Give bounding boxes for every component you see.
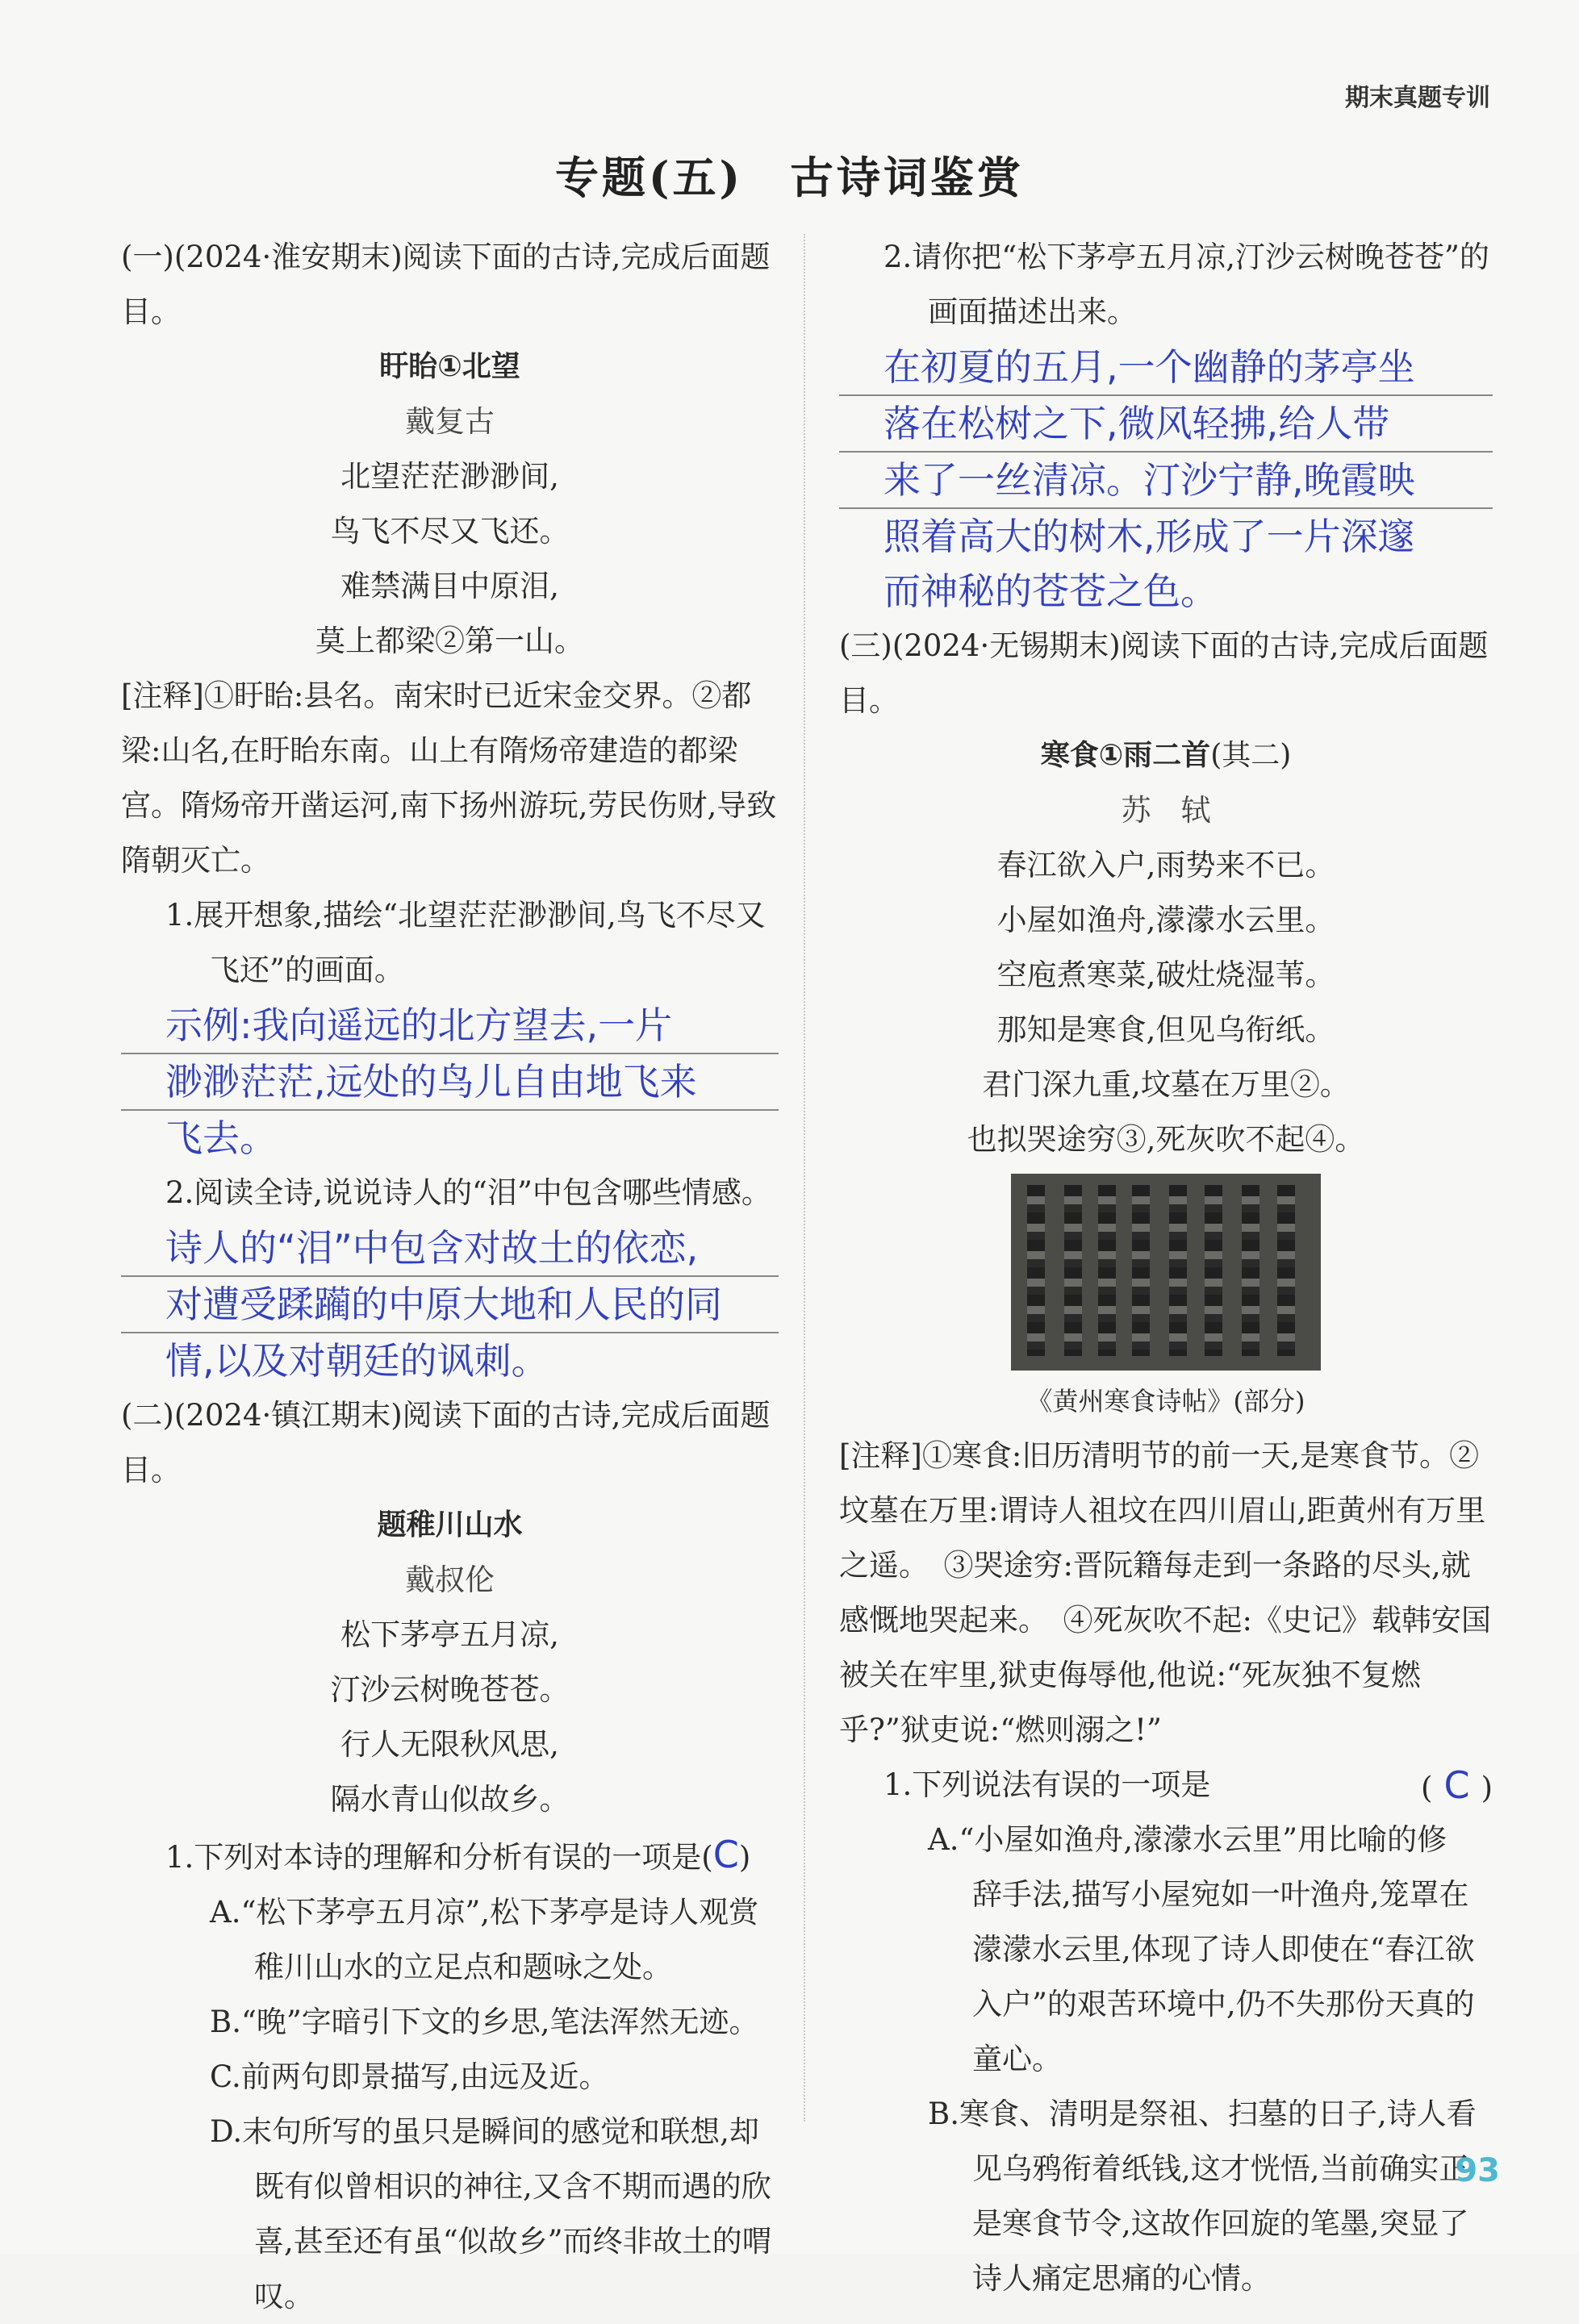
paren-open: ( [1421, 1771, 1433, 1805]
s2-answer-2-line[interactable]: 来了一丝清凉。汀沙宁静,晚霞映 [839, 453, 1493, 509]
poem3-line: 也拟哭途穷③,死灰吹不起④。 [967, 1122, 1365, 1157]
poem1-line: 莫上都梁②第一山。 [315, 624, 584, 658]
poem3-line: 君门深九重,坟墓在万里②。 [982, 1067, 1350, 1102]
s1-answer-1-line[interactable]: 示例:我向遥远的北方望去,一片 [121, 998, 779, 1054]
s2-option-b: B.“晚”字暗引下文的乡思,笔法浑然无迹。 [210, 2005, 759, 2039]
paren-close: ) [1481, 1771, 1493, 1805]
section3-intro: (三)(2024·无锡期末)阅读下面的古诗,完成后面题目。 [839, 628, 1489, 718]
image-caption: 《黄州寒食诗帖》(部分) [1026, 1386, 1305, 1417]
s3-q1-answer[interactable]: C [1443, 1763, 1470, 1807]
poem2-author: 戴叔伦 [405, 1563, 495, 1597]
poem3-title-main: 寒食①雨二首 [1040, 739, 1211, 772]
s2-question-1 [165, 1827, 779, 1885]
poem3-title-suffix: (其二) [1210, 739, 1292, 772]
poem3-line: 春江欲入户,雨势来不已。 [996, 848, 1335, 882]
s2-question-2: 2.请你把“松下茅亭五月凉,汀沙云树晚苍苍”的画面描述出来。 [883, 240, 1489, 329]
page-title: 专题(五) 古诗词鉴赏 [554, 152, 1025, 203]
poem3-title [839, 728, 1493, 783]
poem2-title: 题稚川山水 [377, 1508, 523, 1542]
s1-answer-2-line[interactable]: 对遭受蹂躏的中原大地和人民的同 [121, 1277, 779, 1333]
poem3-line: 空庖煮寒菜,破灶烧湿苇。 [996, 958, 1335, 992]
poem2-line: 隔水青山似故乡。 [330, 1782, 570, 1817]
s2-option-d: D.末句所写的虽只是瞬间的感觉和联想,却既有似曾相识的神往,又含不期而遇的欣喜,甚至还有虽“似故乡”而终非故土的喟叹。 [210, 2114, 772, 2314]
running-header: 期末真题专训 [1345, 84, 1490, 112]
s3-option-a: A.“小屋如渔舟,濛濛水云里”用比喻的修辞手法,描写小屋宛如一叶渔舟,笼罩在濛濛水云里,体现了诗人即使在“春江欲入户”的艰苦环境中,仍不失那份天真的童心。 [928, 1822, 1475, 2076]
s2-q1-text: 1.下列对本诗的理解和分析有误的一项是( [165, 1840, 713, 1875]
s1-answer-1-line[interactable]: 飞去。 [165, 1116, 277, 1160]
calligraphy-image [1011, 1174, 1321, 1371]
poem3-notes: [注释]①寒食:旧历清明节的前一天,是寒食节。②坟墓在万里:谓诗人祖坟在四川眉山,距黄州有万里之遥。 ③哭途穷:晋阮籍每走到一条路的尽头,就感慨地哭起来。 ④死灰吹不起:《史记》载韩安国被关在牢里,狱吏侮辱他,他说:“死灰独不复燃乎?”狱吏说:“燃则溺之!” [839, 1438, 1491, 1747]
s1-answer-1-line[interactable]: 渺渺茫茫,远处的鸟儿自由地飞来 [121, 1054, 779, 1111]
s3-q1-text: 1.下列说法有误的一项是 [883, 1767, 1211, 1802]
s3-option-b: B.寒食、清明是祭祖、扫墓的日子,诗人看见乌鸦衔着纸钱,这才恍悟,当前确实正是寒食节令,这故作回旋的笔墨,突显了诗人痛定思痛的心情。 [928, 2097, 1477, 2296]
poem1-author: 戴复古 [405, 404, 495, 439]
poem3-author: 苏 轼 [1121, 793, 1211, 828]
s2-answer-2-line[interactable]: 而神秘的苍苍之色。 [883, 570, 1218, 613]
section1-intro: (一)(2024·淮安期末)阅读下面的古诗,完成后面题目。 [121, 240, 771, 329]
section2-intro: (二)(2024·镇江期末)阅读下面的古诗,完成后面题目。 [121, 1398, 771, 1487]
poem1-line: 北望茫茫渺渺间, [340, 459, 559, 494]
s1-question-1: 1.展开想象,描绘“北望茫茫渺渺间,鸟飞不尽又飞还”的画面。 [165, 898, 766, 987]
s2-option-c: C.前两句即景描写,由远及近。 [210, 2059, 609, 2094]
poem1-line: 鸟飞不尽又飞还。 [330, 514, 570, 549]
column-divider [804, 234, 805, 2122]
left-column [121, 230, 779, 2324]
poem2-line: 汀沙云树晚苍苍。 [330, 1672, 570, 1707]
poem3-line: 小屋如渔舟,濛濛水云里。 [996, 903, 1335, 937]
s3-q1-paren [1421, 1758, 1493, 1816]
s1-answer-2-line[interactable]: 情,以及对朝廷的讽刺。 [165, 1339, 549, 1383]
s1-answer-2-line[interactable]: 诗人的“泪”中包含对故土的依恋, [121, 1220, 779, 1277]
poem1-notes: [注释]①盱眙:县名。南宋时已近宋金交界。②都梁:山名,在盱眙东南。山上有隋炀帝建造的都梁宫。隋炀帝开凿运河,南下扬州游玩,劳民伤财,导致隋朝灭亡。 [121, 678, 777, 878]
right-column [839, 230, 1493, 2306]
s2-answer-2-line[interactable]: 照着高大的树木,形成了一片深邃 [883, 515, 1415, 558]
s1-question-2: 2.阅读全诗,说说诗人的“泪”中包含哪些情感。 [165, 1175, 771, 1210]
page-number: 93 [1455, 2152, 1500, 2189]
poem2-line: 行人无限秋风思, [340, 1727, 559, 1762]
poem2-line: 松下茅亭五月凉, [340, 1617, 559, 1652]
s2-answer-2-line[interactable]: 落在松树之下,微风轻拂,给人带 [839, 396, 1493, 453]
s3-question-1 [883, 1758, 1493, 1813]
s2-q1-answer[interactable]: C [712, 1833, 739, 1876]
poem3-line: 那知是寒食,但见乌衔纸。 [996, 1012, 1335, 1047]
s2-q1-close: ) [738, 1840, 751, 1875]
s2-answer-2-line[interactable]: 在初夏的五月,一个幽静的茅亭坐 [839, 340, 1493, 396]
poem1-title: 盱眙①北望 [379, 350, 520, 383]
poem1-line: 难禁满目中原泪, [340, 569, 559, 603]
s2-option-a: A.“松下茅亭五月凉”,松下茅亭是诗人观赏稚川山水的立足点和题咏之处。 [210, 1895, 759, 1984]
